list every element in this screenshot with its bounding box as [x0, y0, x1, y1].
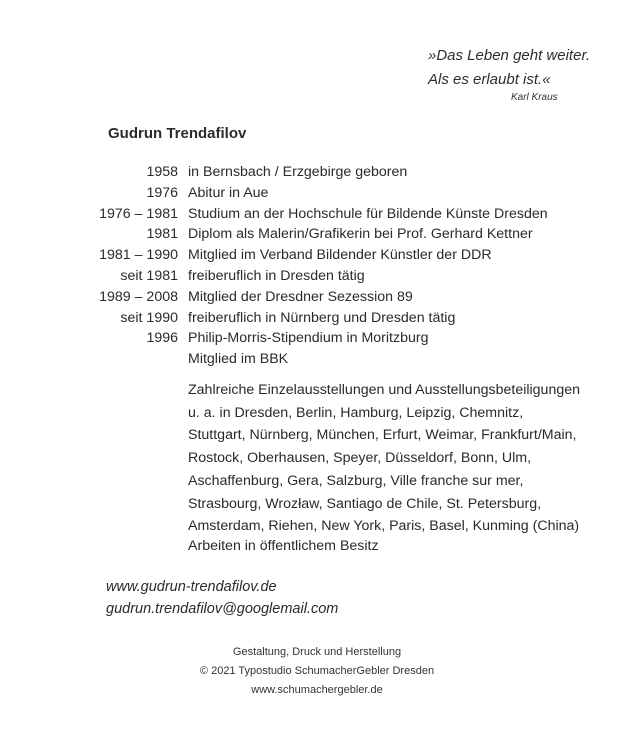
biography-year: 1976: [146, 184, 178, 201]
quote-author: Karl Kraus: [511, 92, 558, 103]
biography-year: 1996: [146, 330, 178, 347]
biography-row: [0, 268, 638, 289]
biography-year: 1958: [146, 164, 178, 180]
quote-line: »Das Leben geht weiter.: [428, 47, 591, 64]
colophon-line: © 2021 Typostudio SchumacherGebler Dresden: [199, 665, 435, 677]
exhibitions-line: Rostock, Oberhausen, Speyer, Düsseldorf, Bonn, Ulm,: [188, 450, 532, 467]
biography-text: freiberuflich in Dresden tätig: [188, 267, 365, 284]
biography-text: Mitglied im Verband Bildender Künstler der DDR: [188, 247, 492, 264]
biography-year: seit 1981: [120, 267, 178, 284]
biography-text: Studium an der Hochschule für Bildende Künste Dresden: [188, 205, 548, 222]
biography-row: [0, 289, 638, 310]
biography-row: [0, 164, 638, 185]
contact-block: [106, 577, 338, 620]
exhibitions-line: Amsterdam, Riehen, New York, Paris, Basel, Kunming (China): [188, 518, 580, 535]
exhibitions-line: Stuttgart, Nürnberg, München, Erfurt, Weimar, Frankfurt/Main,: [188, 427, 577, 444]
biography-row: [0, 310, 638, 331]
artist-name: Gudrun Trendafilov: [108, 125, 247, 142]
biography-text: freiberuflich in Nürnberg und Dresden tätig: [188, 309, 456, 326]
biography-text: Mitglied im BBK: [188, 351, 289, 368]
biography-row: [0, 247, 638, 268]
biography-text: Philip-Morris-Stipendium in Moritzburg: [188, 330, 429, 347]
biography-text: in Bernsbach / Erzgebirge geboren: [188, 164, 408, 180]
exhibitions-line: u. a. in Dresden, Berlin, Hamburg, Leipzig, Chemnitz,: [188, 404, 524, 421]
email-link[interactable]: gudrun.trendafilov@googlemail.com: [106, 600, 339, 617]
website-link[interactable]: www.gudrun-trendafilov.de: [106, 579, 277, 595]
exhibitions-line: Zahlreiche Einzelausstellungen und Ausstellungsbeteiligungen: [188, 382, 581, 398]
colophon: [0, 643, 638, 700]
epigraph-quote: [428, 44, 590, 92]
quote-line: Als es erlaubt ist.«: [428, 71, 551, 88]
biography-year: 1981 – 1990: [99, 247, 178, 264]
biography-row: [0, 330, 638, 351]
biography-year: 1981: [146, 226, 178, 243]
exhibitions-line: Aschaffenburg, Gera, Salzburg, Ville franche sur mer,: [188, 472, 524, 489]
collections-note: Arbeiten in öffentlichem Besitz: [188, 538, 379, 554]
biography-text: Mitglied der Dresdner Sezession 89: [188, 288, 413, 305]
colophon-website[interactable]: www.schumachergebler.de: [251, 684, 383, 696]
biography-text: Abitur in Aue: [188, 184, 269, 201]
exhibitions-paragraph: [188, 379, 608, 538]
biography-list: [0, 164, 638, 372]
biography-year: 1989 – 2008: [99, 288, 178, 305]
biography-row: [0, 185, 638, 206]
biography-row: [0, 206, 638, 227]
exhibitions-line: Strasbourg, Wrozław, Santiago de Chile, St. Petersburg,: [188, 495, 542, 512]
colophon-line: Gestaltung, Druck und Herstellung: [232, 646, 402, 658]
biography-row: [0, 226, 638, 247]
biography-year: 1976 – 1981: [99, 205, 178, 222]
biography-row: [0, 351, 638, 372]
biography-year: seit 1990: [120, 309, 178, 326]
biography-text: Diplom als Malerin/Grafikerin bei Prof. Gerhard Kettner: [188, 226, 533, 243]
